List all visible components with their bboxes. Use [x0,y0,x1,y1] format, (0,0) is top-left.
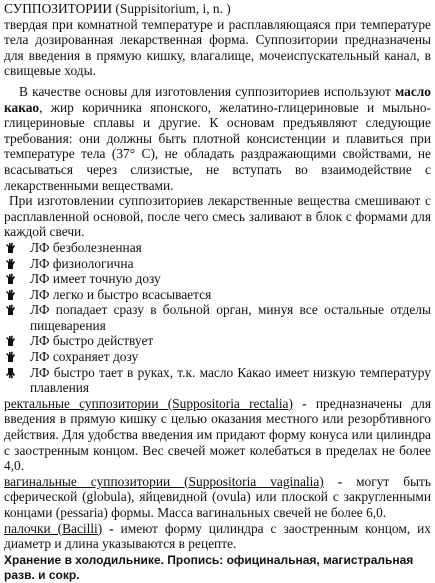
advantages-list [4,240,431,396]
hand-bullet-icon [5,271,21,285]
hand-bullet-icon [5,256,21,270]
list-item-text: ЛФ быстро действует [30,333,154,349]
vaginal-paragraph [4,474,431,521]
intro-paragraph: твердая при комнатной температуре и расплавляющаяся при температуре тела дозированная лекарственная форма. Суппозитории предназначены для введения в прямую кишку, влагалище, мочеиспускательный канал, в свищевые ходы. [4,16,431,79]
rectal-text: предназначены для введения в прямую кишку с целью оказания местного или резорбтивного действия. Для удобства введения им придают форму конуса или цилиндра с заостренным концом. Вес свечей может колебаться в пределах не более 4,0. [4,395,432,474]
list-item [4,365,431,396]
sticks-term: палочки (Bacilli) [4,520,103,536]
list-item-text: ЛФ имеет точную дозу [30,271,161,287]
list-item-text: ЛФ легко и быстро всасывается [30,286,212,302]
list-item-text: ЛФ сохраняет дозу [30,349,139,365]
bases-lead: В качестве основы для изготовления суппозиториев используют [19,83,396,99]
rectal-paragraph [4,396,431,474]
list-item-text: ЛФ быстро тает в руках, т.к. масло Какао имеет низкую температуру плавления [30,364,431,396]
hand-bullet-icon [5,302,21,316]
hand-bullet-icon [5,287,21,301]
vaginal-term: вагинальные суппозитории (Suppositoria vaginalia) [4,473,324,489]
sticks-paragraph [4,521,431,552]
bases-paragraph [4,84,431,193]
hand-bullet-icon [5,349,21,363]
list-item [4,333,431,349]
list-item-text: ЛФ попадает сразу в больной орган, минуя все остальные отделы пищеварения [30,302,431,333]
rectal-term: ректальные суппозитории (Suppositoria rectalia) [4,395,293,411]
storage-footer: Хранение в холодильнике. Пропись: официнальная, магистральная разв. и сокр. [4,552,414,582]
rectal-dash: - [292,395,316,411]
list-item [4,287,431,303]
manufacture-paragraph: При изготовлении суппозиториев лекарственные вещества смешивают с расплавленной основой, после чего смесь заливают в блок с формами для каждой свечи. [4,193,431,240]
bases-rest: , жир коричника японского, желатино-глицериновые и мыльно-глицериновые сплавы и другие. К основам предъявляют следующие требования: они должны быть плотной консистенции и плавиться при температуре тела (37° С), не обладать раздражающими свойствами, не всасываться через слизистые, не вступать во взаимодействие с лекарственными веществами. [4,99,431,193]
sticks-text: имеют форму цилиндра с заостренным концом, их диаметр и длина указываются в рецепте. [4,520,431,552]
hand-pointing-down-icon [5,365,21,379]
list-item [4,256,431,272]
vaginal-dash: - [323,473,357,489]
bases-bold-term: масло какао [4,83,431,115]
list-item-text: ЛФ безболезненная [30,239,142,255]
vaginal-text: могут быть сферической (globula), яйцевидной (ovula) или плоской с закругленными концами (pessaria) формы. Масса вагинальных свечей не более 6,0. [4,473,431,520]
hand-bullet-icon [5,240,21,254]
section-title: СУППОЗИТОРИИ (Suppisitorium, i, n. ) [4,1,231,16]
sticks-dash: - [102,520,121,536]
list-item [4,302,431,333]
list-item [4,240,431,256]
list-item [4,349,431,365]
hand-bullet-icon [5,333,21,347]
list-item [4,271,431,287]
document-page [4,0,431,583]
list-item-text: ЛФ физиологична [30,255,134,271]
